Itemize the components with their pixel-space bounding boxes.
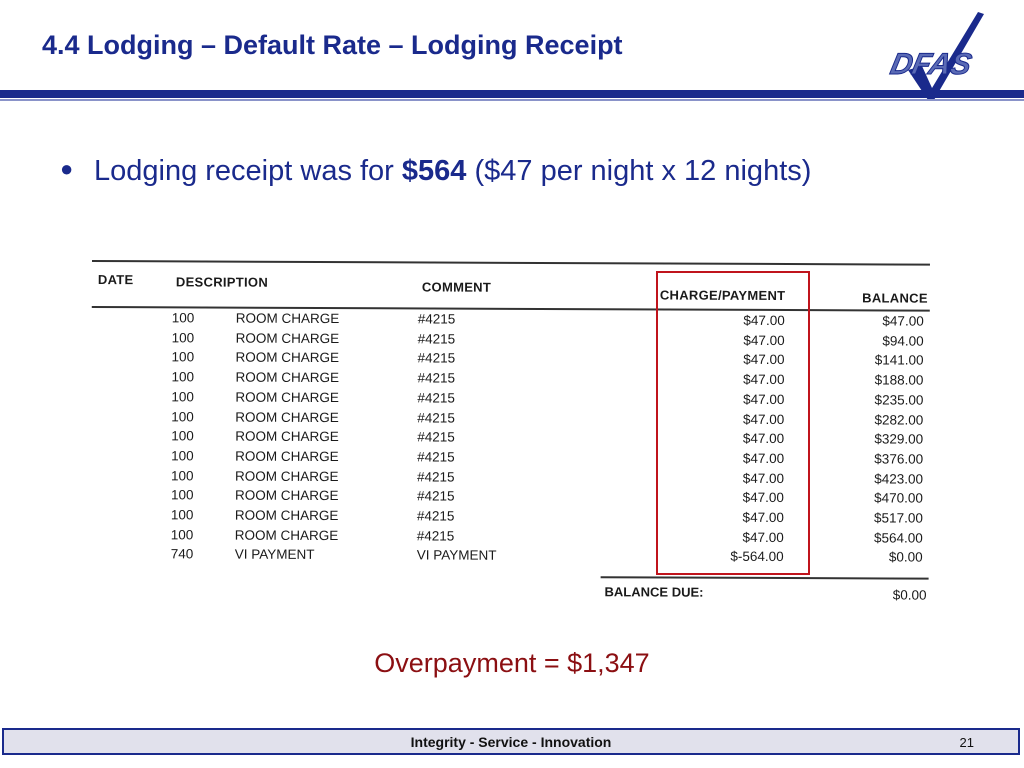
row-charge: $47.00: [742, 490, 784, 506]
footer-tagline: Integrity - Service - Innovation: [410, 734, 612, 750]
row-comment: #4215: [417, 311, 456, 327]
title-divider-thin: [0, 99, 1024, 101]
row-charge: $47.00: [742, 450, 785, 466]
row-balance: $564.00: [873, 530, 923, 546]
row-description: ROOM CHARGE: [235, 369, 340, 386]
row-date: 100: [171, 349, 195, 365]
row-date: 100: [171, 467, 194, 484]
row-balance: $470.00: [874, 490, 923, 506]
page-number: 21: [959, 735, 974, 750]
header-charge-payment: CHARGE/PAYMENT: [659, 287, 786, 304]
row-balance: $423.00: [874, 471, 924, 487]
row-charge: $47.00: [743, 391, 785, 407]
row-charge: $47.00: [742, 509, 784, 526]
row-comment: #4215: [417, 370, 456, 386]
row-comment: #4215: [417, 390, 455, 406]
row-balance: $188.00: [874, 372, 924, 388]
row-date: 100: [171, 408, 194, 424]
row-charge: $-564.00: [730, 549, 784, 565]
row-balance: $47.00: [882, 313, 924, 329]
row-comment: #4215: [416, 508, 455, 524]
row-balance: $94.00: [882, 333, 924, 349]
balance-due-label: BALANCE DUE:: [604, 584, 704, 600]
row-date: 100: [171, 330, 195, 346]
row-balance: $235.00: [874, 392, 924, 408]
row-charge: $47.00: [743, 312, 785, 329]
header-description: DESCRIPTION: [175, 274, 269, 290]
row-balance: $376.00: [874, 451, 924, 467]
row-description: ROOM CHARGE: [234, 487, 339, 504]
row-balance: $141.00: [874, 352, 924, 369]
row-comment: #4215: [416, 488, 455, 504]
row-charge: $47.00: [743, 332, 785, 348]
row-description: ROOM CHARGE: [234, 527, 339, 543]
receipt-top-rule: [92, 260, 930, 266]
bullet-text-after: ($47 per night x 12 nights): [466, 155, 812, 187]
row-description: ROOM CHARGE: [235, 350, 340, 366]
row-charge: $47.00: [743, 352, 785, 368]
row-comment: #4215: [417, 449, 455, 465]
row-date: 100: [171, 369, 195, 385]
row-comment: #4215: [417, 469, 455, 485]
row-charge: $47.00: [742, 411, 785, 427]
row-date: 100: [171, 428, 194, 444]
row-date: 100: [170, 527, 194, 543]
receipt-footer-rule: [601, 576, 929, 579]
row-description: ROOM CHARGE: [235, 409, 339, 425]
bullet-icon: ●: [60, 156, 74, 181]
row-comment: #4215: [417, 409, 455, 426]
row-comment: #4215: [417, 331, 456, 347]
header-comment: COMMENT: [421, 279, 492, 295]
slide-title: 4.4 Lodging – Default Rate – Lodging Receipt: [42, 30, 623, 60]
row-description: ROOM CHARGE: [235, 330, 340, 346]
title-divider: [0, 90, 1024, 98]
overpayment-text: Overpayment = $1,347: [374, 648, 650, 678]
logo-text: DFAS: [887, 48, 975, 81]
row-date: 100: [170, 507, 194, 523]
row-date: 100: [171, 389, 194, 405]
row-description: ROOM CHARGE: [235, 468, 339, 484]
row-balance: $329.00: [874, 431, 924, 447]
charge-payment-highlight: [656, 271, 810, 575]
row-balance: $0.00: [888, 549, 923, 566]
row-description: VI PAYMENT: [234, 547, 315, 563]
row-charge: $47.00: [742, 470, 785, 486]
bullet-amount: $564: [401, 155, 467, 187]
row-date: 100: [171, 310, 195, 326]
row-comment: #4215: [416, 528, 455, 544]
footer-bar: [2, 728, 1020, 755]
header-date: DATE: [97, 272, 134, 288]
row-comment: VI PAYMENT: [416, 547, 497, 564]
row-comment: #4215: [417, 429, 455, 445]
row-charge: $47.00: [743, 371, 785, 388]
row-comment: #4215: [417, 350, 456, 366]
row-description: ROOM CHARGE: [235, 310, 340, 327]
row-charge: $47.00: [742, 431, 785, 447]
bullet-text-before: Lodging receipt was for: [94, 155, 402, 187]
header-balance: BALANCE: [862, 290, 928, 306]
row-description: ROOM CHARGE: [234, 507, 339, 524]
row-balance: $282.00: [874, 411, 924, 428]
balance-due-value: $0.00: [892, 587, 927, 603]
dfas-logo: [887, 8, 990, 103]
row-description: ROOM CHARGE: [235, 389, 339, 405]
row-description: ROOM CHARGE: [235, 448, 339, 464]
row-charge: $47.00: [742, 529, 784, 545]
row-date: 740: [170, 546, 194, 562]
row-description: ROOM CHARGE: [235, 428, 339, 445]
row-date: 100: [170, 487, 194, 503]
row-balance: $517.00: [874, 510, 923, 526]
bullet-lodging-receipt: [60, 155, 811, 188]
row-date: 100: [171, 448, 194, 464]
